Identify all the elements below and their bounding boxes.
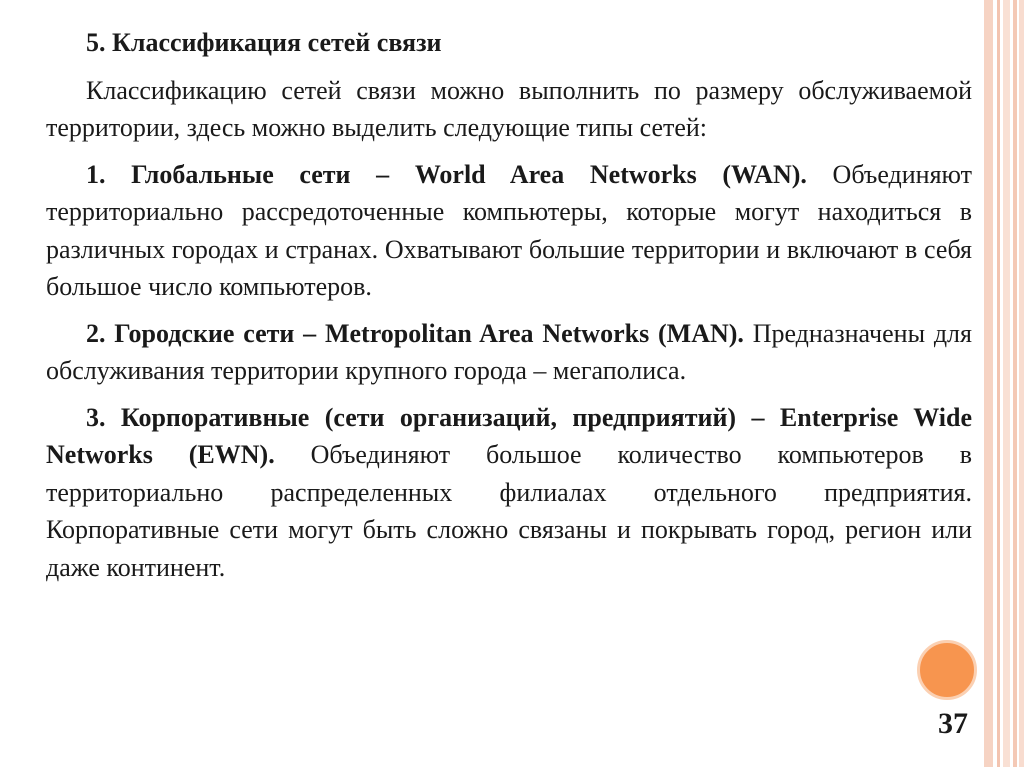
list-item-man	[46, 315, 972, 390]
list-item-ewn	[46, 399, 972, 587]
decorative-circle	[917, 640, 977, 700]
page-number: 37	[938, 707, 968, 740]
list-item-wan	[46, 156, 972, 306]
item-title: 2. Городские сети – Metropolitan Area Networks (MAN).	[86, 318, 744, 348]
stripe	[1003, 0, 1010, 767]
stripe	[1019, 0, 1024, 767]
item-text: Объединяют территориально рассредоточенные компьютеры, которые могут находиться в различных городах и странах. Охватывают большие территории и включают в себя большое число компьютеров.	[46, 159, 972, 301]
item-title: 1. Глобальные сети – World Area Networks (WAN).	[86, 159, 807, 189]
item-text: Объединяют большое количество компьютеров в территориально распределенных филиалах отдельного предприятия. Корпоративные сети могут быть сложно связаны и покрывать город, регион или даже континент.	[46, 440, 972, 582]
heading-text: 5. Классификация сетей связи	[86, 28, 442, 57]
stripe	[1013, 0, 1017, 767]
item-title: 3. Корпоративные (сети организаций, предприятий) – Enterprise Wide Networks (EWN).	[46, 402, 972, 469]
stripe	[984, 0, 993, 767]
slide-body	[46, 24, 972, 595]
slide-heading	[46, 24, 972, 62]
intro-paragraph: Классификацию сетей связи можно выполнить по размеру обслуживаемой территории, здесь можно выделить следующие типы сетей:	[46, 75, 972, 142]
stripe	[997, 0, 1000, 767]
item-text: Предназначены для обслуживания территории крупного города – мегаполиса.	[46, 318, 972, 385]
decorative-side-stripes	[984, 0, 1024, 767]
